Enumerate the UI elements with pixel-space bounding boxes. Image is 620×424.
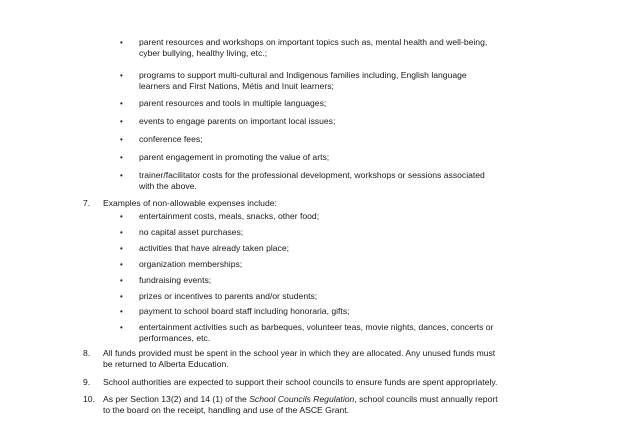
bullet-marker: • xyxy=(120,260,123,269)
list-item-line: activities that have already taken place; xyxy=(139,243,290,253)
item-text-segment: , school councils must annually report xyxy=(354,394,498,404)
list-item-line: learners and First Nations, Métis and Inuit learners; xyxy=(139,81,334,91)
list-item-line: prizes or incentives to parents and/or students; xyxy=(139,291,318,301)
item-number: 9. xyxy=(83,377,91,387)
list-item-line: fundraising events; xyxy=(139,275,212,285)
bullet-marker: • xyxy=(120,171,123,180)
bullet-marker: • xyxy=(120,117,123,126)
bullet-marker: • xyxy=(120,153,123,162)
bullet-marker: • xyxy=(120,99,123,108)
list-item-line: programs to support multi-cultural and Indigenous families including, English language xyxy=(139,70,467,80)
list-item-line: with the above. xyxy=(139,181,197,191)
bullet-marker: • xyxy=(120,307,123,316)
bullet-marker: • xyxy=(120,38,123,47)
list-item-line: entertainment costs, meals, snacks, other food; xyxy=(139,211,320,221)
bullet-marker: • xyxy=(120,212,123,221)
item-number: 10. xyxy=(83,394,95,404)
regulation-title: School Councils Regulation xyxy=(249,394,355,404)
list-item-line: parent resources and tools in multiple languages; xyxy=(139,98,327,108)
bullet-marker: • xyxy=(120,228,123,237)
item-text-line: to the board on the receipt, handling and use of the ASCE Grant. xyxy=(103,405,350,415)
list-item-line: payment to school board staff including honoraria, gifts; xyxy=(139,306,350,316)
list-item-line: entertainment activities such as barbeques, volunteer teas, movie nights, dances, concerts or xyxy=(139,322,494,332)
bullet-marker: • xyxy=(120,292,123,301)
list-item-line: parent resources and workshops on important topics such as, mental health and well-being, xyxy=(139,37,488,47)
item-text-line xyxy=(103,394,498,405)
item-text-line: School authorities are expected to support their school councils to ensure funds are spent appropriately. xyxy=(103,377,498,387)
item-text-line: be returned to Alberta Education. xyxy=(103,359,229,369)
list-item-line: parent engagement in promoting the value of arts; xyxy=(139,152,330,162)
list-item-line: performances, etc. xyxy=(139,333,211,343)
list-item-line: trainer/facilitator costs for the professional development, workshops or sessions associated xyxy=(139,170,485,180)
list-item-line: conference fees; xyxy=(139,134,203,144)
list-item-line: organization memberships; xyxy=(139,259,243,269)
list-item-line: no capital asset purchases; xyxy=(139,227,244,237)
bullet-marker: • xyxy=(120,135,123,144)
item-number: 8. xyxy=(83,348,91,358)
bullet-marker: • xyxy=(120,71,123,80)
bullet-marker: • xyxy=(120,276,123,285)
item-text: Examples of non-allowable expenses include: xyxy=(103,198,277,208)
item-text-line: All funds provided must be spent in the school year in which they are allocated. Any unused funds must xyxy=(103,348,496,358)
bullet-marker: • xyxy=(120,323,123,332)
list-item-line: events to engage parents on important local issues; xyxy=(139,116,336,126)
list-item-line: cyber bullying, healthy living, etc.; xyxy=(139,48,268,58)
item-text-segment: As per Section 13(2) and 14 (1) of the xyxy=(103,394,250,404)
item-number: 7. xyxy=(83,198,91,208)
bullet-marker: • xyxy=(120,244,123,253)
